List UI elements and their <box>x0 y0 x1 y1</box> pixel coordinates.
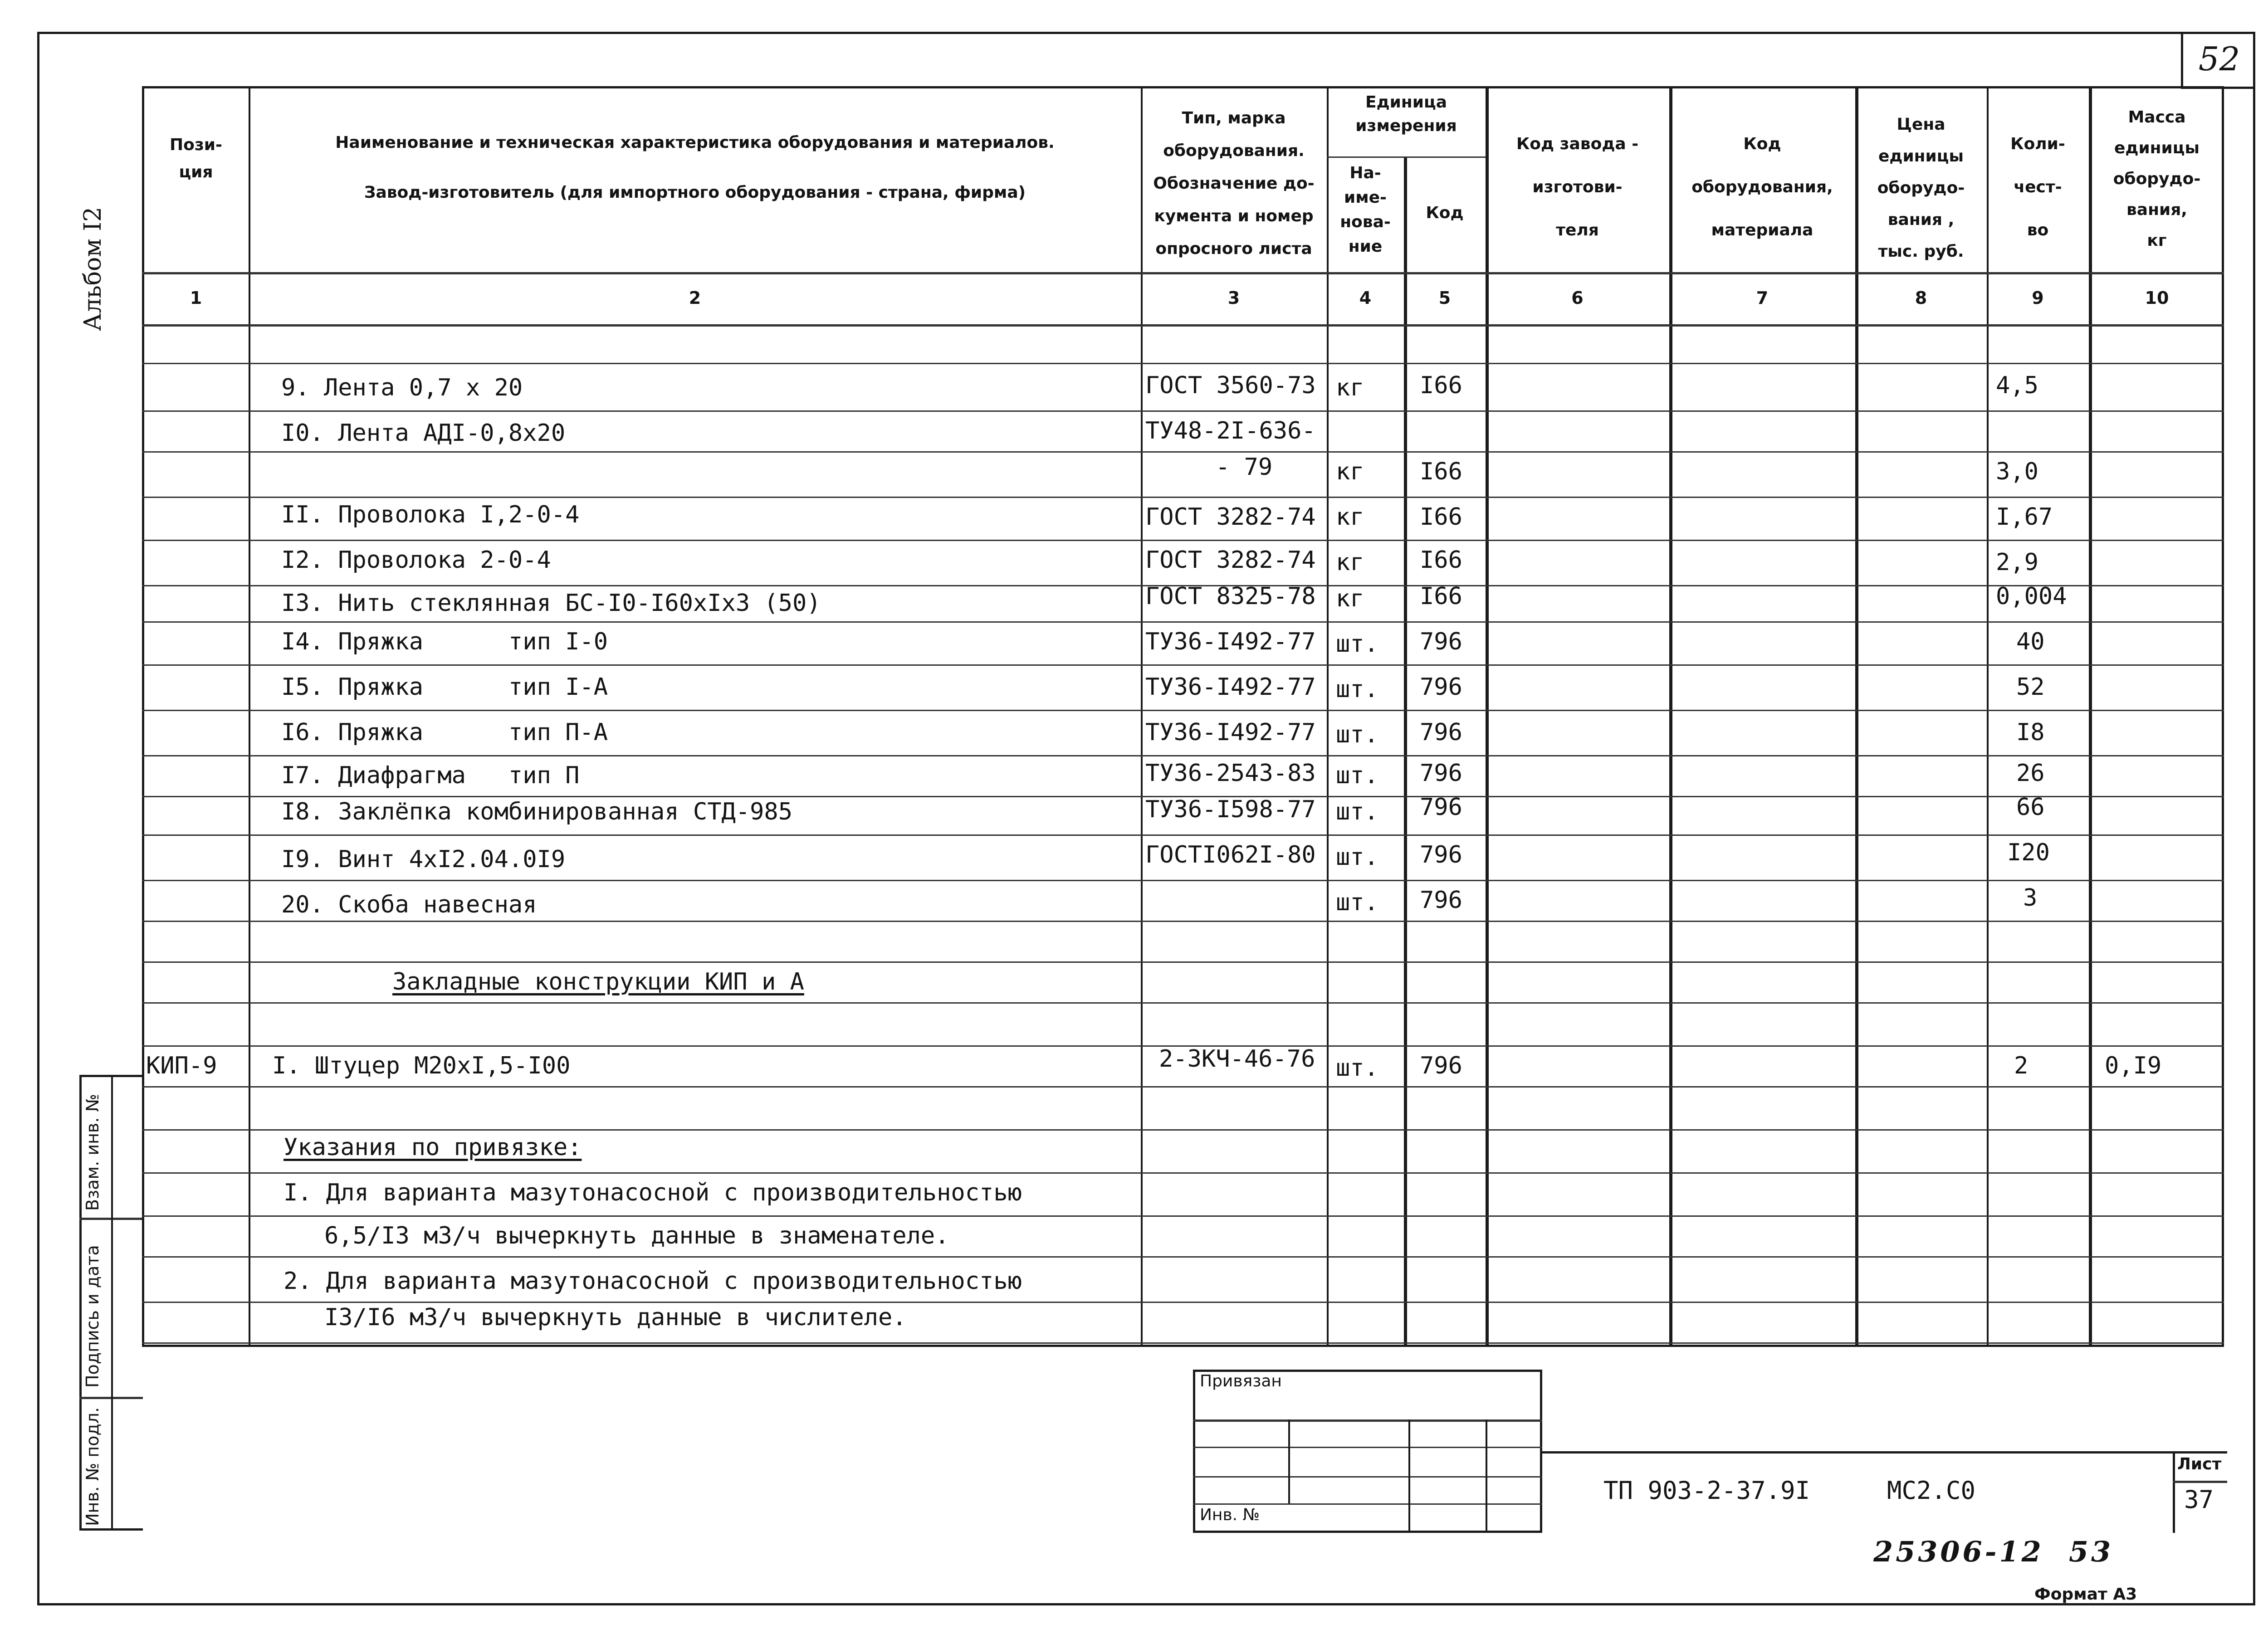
item-type: ТУ36-I492-77 <box>1145 673 1316 701</box>
item-unit-code: I66 <box>1420 546 1462 574</box>
column-number: 9 <box>2032 288 2044 308</box>
item-unit: шт. <box>1336 844 1378 871</box>
header-name-line1: Наименование и техническая характеристика оборудования и материалов. <box>335 133 1055 152</box>
item-unit: шт. <box>1336 762 1378 789</box>
header-price: Цена единицы оборудо- вания , тыс. руб. <box>1877 115 1965 261</box>
item-name: I9. Винт 4хI2.04.0I9 <box>281 846 566 873</box>
header-type: Тип, марка оборудования. Обозначение до- кумента и номер опросного листа <box>1153 109 1315 258</box>
item-mass: 0,I9 <box>2105 1052 2162 1079</box>
column-number: 8 <box>1915 288 1927 308</box>
item-type: ГОСТ 3560-73 <box>1145 372 1316 399</box>
item-unit-code: 796 <box>1420 628 1462 655</box>
item-type: ТУ36-I492-77 <box>1145 628 1316 655</box>
album-label: Альбом I2 <box>79 207 107 331</box>
item-quantity: 3,0 <box>1996 458 2038 485</box>
item-unit-code: 796 <box>1420 1052 1462 1079</box>
side-stamp-replace: Взам. инв. № <box>83 1093 103 1211</box>
header-unit-name: На- име- нова- ние <box>1340 164 1391 256</box>
item-unit: кг <box>1336 503 1364 531</box>
item-name: I4. Пряжка тип I-0 <box>281 628 608 655</box>
section-heading: Закладные конструкции КИП и А <box>392 968 804 995</box>
item-unit: кг <box>1336 549 1364 576</box>
item-quantity: 3 <box>2023 884 2038 912</box>
item-type: 2-3КЧ-46-76 <box>1159 1045 1315 1073</box>
item-type: ТУ36-I598-77 <box>1145 796 1316 823</box>
item-unit-code: 796 <box>1420 760 1462 787</box>
item-name: I2. Проволока 2-0-4 <box>281 546 551 574</box>
header-name-line2: Завод-изготовитель (для импортного оборудования - страна, фирма) <box>364 183 1026 202</box>
document-code: ТП 903-2-37.9I <box>1603 1476 1810 1505</box>
instruction-text: 6,5/I3 м3/ч вычеркнуть данные в знаменателе. <box>324 1222 949 1249</box>
column-number: 7 <box>1756 288 1769 308</box>
item-quantity: 40 <box>2016 628 2045 655</box>
item-unit: шт. <box>1336 630 1378 658</box>
item-quantity: 26 <box>2016 760 2045 787</box>
item-name: I7. Диафрагма тип П <box>281 762 580 789</box>
inventory-label: Инв. № <box>1200 1506 1260 1524</box>
item-position: КИП-9 <box>146 1052 217 1079</box>
item-unit: шт. <box>1336 798 1378 825</box>
item-unit: шт. <box>1336 676 1378 703</box>
column-number: 3 <box>1227 288 1240 308</box>
item-quantity: 2 <box>2014 1052 2028 1079</box>
instruction-text: I. Для варианта мазутонасосной с производительностью <box>284 1179 1022 1206</box>
header-unit: Единица измерения <box>1355 93 1457 135</box>
item-unit-code: 796 <box>1420 719 1462 746</box>
page-number: 52 <box>2181 32 2255 89</box>
item-name: I8. Заклёпка комбинированная СТД-985 <box>281 798 793 825</box>
item-quantity: I8 <box>2016 719 2045 746</box>
item-name: I6. Пряжка тип П-А <box>281 719 608 746</box>
column-number: 5 <box>1438 288 1451 308</box>
item-type: ТУ48-2I-636- <box>1145 417 1316 444</box>
item-unit: кг <box>1336 374 1364 401</box>
item-name: I0. Лента АДI-0,8х20 <box>281 419 566 447</box>
handwritten-code: 25306-12 53 <box>1873 1535 2114 1568</box>
item-quantity: 52 <box>2016 673 2045 701</box>
header-mass: Масса единицы оборудо- вания, кг <box>2113 108 2201 250</box>
sheet-number: 37 <box>2184 1485 2214 1514</box>
item-name: I5. Пряжка тип I-А <box>281 673 608 701</box>
item-unit: шт. <box>1336 1054 1378 1082</box>
item-unit: шт. <box>1336 889 1378 916</box>
sheet-label: Лист <box>2177 1455 2222 1473</box>
item-unit-code: I66 <box>1420 503 1462 531</box>
side-stamp-signature: Подпись и дата <box>83 1245 103 1388</box>
header-quantity: Коли- чест- во <box>2010 135 2065 239</box>
item-type: ТУ36-I492-77 <box>1145 719 1316 746</box>
item-unit: кг <box>1336 458 1364 485</box>
header-plant-code: Код завода - изготови- теля <box>1516 135 1639 239</box>
instruction-text: I3/I6 м3/ч вычеркнуть данные в числителе. <box>324 1304 907 1331</box>
header-position: Пози- ция <box>170 136 222 181</box>
item-name: II. Проволока I,2-0-4 <box>281 501 580 528</box>
item-unit-code: 796 <box>1420 794 1462 821</box>
column-number: 1 <box>190 288 202 308</box>
item-unit-code: 796 <box>1420 887 1462 914</box>
column-number: 2 <box>689 288 701 308</box>
column-number: 6 <box>1571 288 1584 308</box>
item-unit-code: I66 <box>1420 372 1462 399</box>
item-unit-code: 796 <box>1420 673 1462 701</box>
instructions-heading: Указания по привязке: <box>284 1134 582 1161</box>
item-name: 20. Скоба навесная <box>281 891 537 918</box>
side-stamp-original: Инв. № подл. <box>83 1407 103 1526</box>
item-type: ГОСТ 8325-78 <box>1145 583 1316 610</box>
item-type: - 79 <box>1216 454 1273 481</box>
header-equipment-code: Код оборудования, материала <box>1691 135 1833 239</box>
format-label: Формат А3 <box>2034 1585 2137 1604</box>
item-unit: шт. <box>1336 721 1378 748</box>
item-unit-code: 796 <box>1420 841 1462 868</box>
item-type: ТУ36-2543-83 <box>1145 760 1316 787</box>
item-quantity: 66 <box>2016 794 2045 821</box>
header-unit-code: Код <box>1426 204 1464 222</box>
item-unit-code: I66 <box>1420 458 1462 485</box>
item-quantity: 4,5 <box>1996 372 2038 399</box>
item-type: ГОСТI062I-80 <box>1145 841 1316 868</box>
item-name: 9. Лента 0,7 х 20 <box>281 374 523 401</box>
binding-label: Привязан <box>1200 1372 1282 1390</box>
column-number: 10 <box>2145 288 2169 308</box>
item-type: ГОСТ 3282-74 <box>1145 546 1316 574</box>
column-number: 4 <box>1359 288 1372 308</box>
item-name: I. Штуцер М20хI,5-I00 <box>272 1052 571 1079</box>
document-mark: МС2.С0 <box>1887 1476 1976 1505</box>
item-type: ГОСТ 3282-74 <box>1145 503 1316 531</box>
item-name: I3. Нить стеклянная БС-I0-I60хIх3 (50) <box>281 590 821 617</box>
item-quantity: I20 <box>2007 839 2050 866</box>
item-quantity: 0,004 <box>1996 583 2067 610</box>
item-unit-code: I66 <box>1420 583 1462 610</box>
instruction-text: 2. Для варианта мазутонасосной с производительностью <box>284 1268 1022 1295</box>
item-quantity: 2,9 <box>1996 549 2038 576</box>
item-unit: кг <box>1336 585 1364 612</box>
item-quantity: I,67 <box>1996 503 2053 531</box>
